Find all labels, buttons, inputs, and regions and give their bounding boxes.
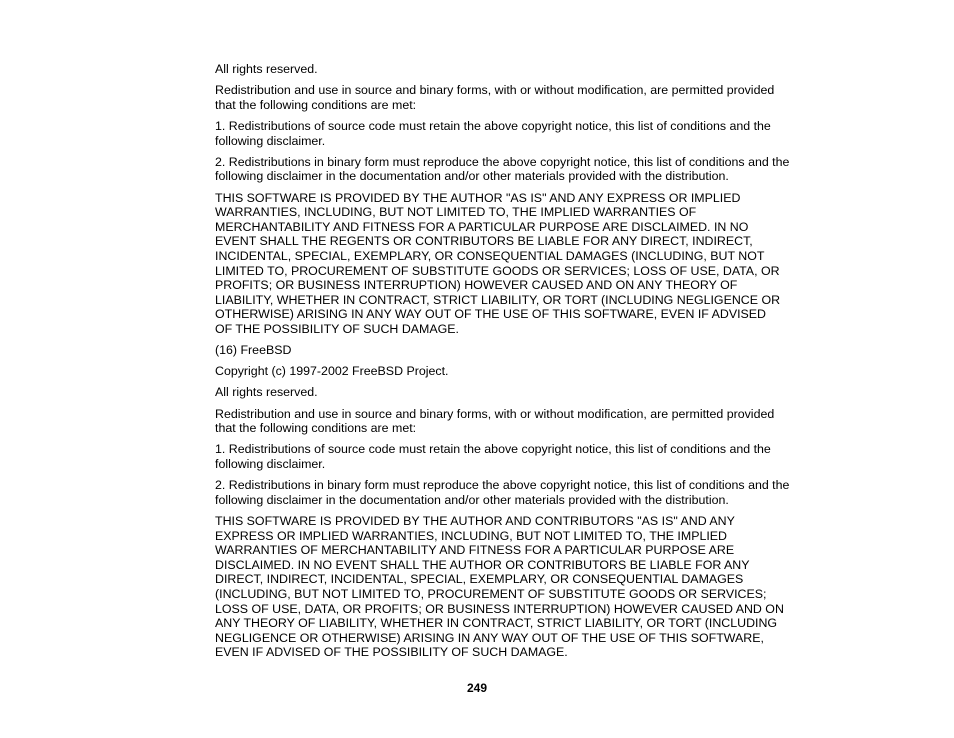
paragraph-redistribution-intro: Redistribution and use in source and binary forms, with or without modification, are permitted provided that the following conditions are met: xyxy=(215,83,775,112)
paragraph-source-condition: 1. Redistributions of source code must retain the above copyright notice, this list of conditions and the following disclaimer. xyxy=(215,442,771,471)
section-heading-freebsd: (16) FreeBSD xyxy=(215,343,292,358)
document-body xyxy=(215,62,827,667)
paragraph-disclaimer: THIS SOFTWARE IS PROVIDED BY THE AUTHOR "AS IS" AND ANY EXPRESS OR IMPLIED WARRANTIES, INCLUDING, BUT NOT LIMITED TO, THE IMPLIED WARRANTIES OF MERCHANTABILITY AND FITNESS FOR A PARTICULAR PURPOSE ARE DISCLAIMED. IN NO EVENT SHALL THE REGENTS OR CONTRIBUTORS BE LIABLE FOR ANY DIRECT, INDIRECT, INCIDENTAL, SPECIAL, EXEMPLARY, OR CONSEQUENTIAL DAMAGES (INCLUDING, BUT NOT LIMITED TO, PROCUREMENT OF SUBSTITUTE GOODS OR SERVICES; LOSS OF USE, DATA, OR PROFITS; OR BUSINESS INTERRUPTION) HOWEVER CAUSED AND ON ANY THEORY OF LIABILITY, WHETHER IN CONTRACT, STRICT LIABILITY, OR TORT (INCLUDING NEGLIGENCE OR OTHERWISE) ARISING IN ANY WAY OUT OF THE USE OF THIS SOFTWARE, EVEN IF ADVISED OF THE POSSIBILITY OF SUCH DAMAGE. xyxy=(215,190,781,336)
paragraph-binary-condition: 2. Redistributions in binary form must reproduce the above copyright notice, this list of conditions and the following disclaimer in the documentation and/or other materials provided with the distribution. xyxy=(215,154,790,184)
paragraph-rights-reserved: All rights reserved. xyxy=(215,62,318,76)
paragraph-rights-reserved: All rights reserved. xyxy=(215,385,318,400)
paragraph-redistribution-intro: Redistribution and use in source and binary forms, with or without modification, are permitted provided that the following conditions are met: xyxy=(215,406,775,436)
paragraph-disclaimer: THIS SOFTWARE IS PROVIDED BY THE AUTHOR AND CONTRIBUTORS "AS IS" AND ANY EXPRESS OR IMPLIED WARRANTIES, INCLUDING, BUT NOT LIMITED TO, THE IMPLIED WARRANTIES OF MERCHANTABILITY AND FITNESS FOR A PARTICULAR PURPOSE ARE DISCLAIMED. IN NO EVENT SHALL THE AUTHOR OR CONTRIBUTORS BE LIABLE FOR ANY DIRECT, INDIRECT, INCIDENTAL, SPECIAL, EXEMPLARY, OR CONSEQUENTIAL DAMAGES (INCLUDING, BUT NOT LIMITED TO, PROCUREMENT OF SUBSTITUTE GOODS OR SERVICES; LOSS OF USE, DATA, OR PROFITS; OR BUSINESS INTERRUPTION) HOWEVER CAUSED AND ON ANY THEORY OF LIABILITY, WHETHER IN CONTRACT, STRICT LIABILITY, OR TORT (INCLUDING NEGLIGENCE OR OTHERWISE) ARISING IN ANY WAY OUT OF THE USE OF THIS SOFTWARE, EVEN IF ADVISED OF THE POSSIBILITY OF SUCH DAMAGE. xyxy=(215,513,784,660)
page-number: 249 xyxy=(466,681,488,695)
paragraph-binary-condition: 2. Redistributions in binary form must reproduce the above copyright notice, this list of conditions and the following disclaimer in the documentation and/or other materials provided with the distribution. xyxy=(215,478,790,507)
paragraph-copyright: Copyright (c) 1997-2002 FreeBSD Project. xyxy=(215,364,449,379)
paragraph-source-condition: 1. Redistributions of source code must retain the above copyright notice, this list of conditions and the following disclaimer. xyxy=(215,118,771,148)
